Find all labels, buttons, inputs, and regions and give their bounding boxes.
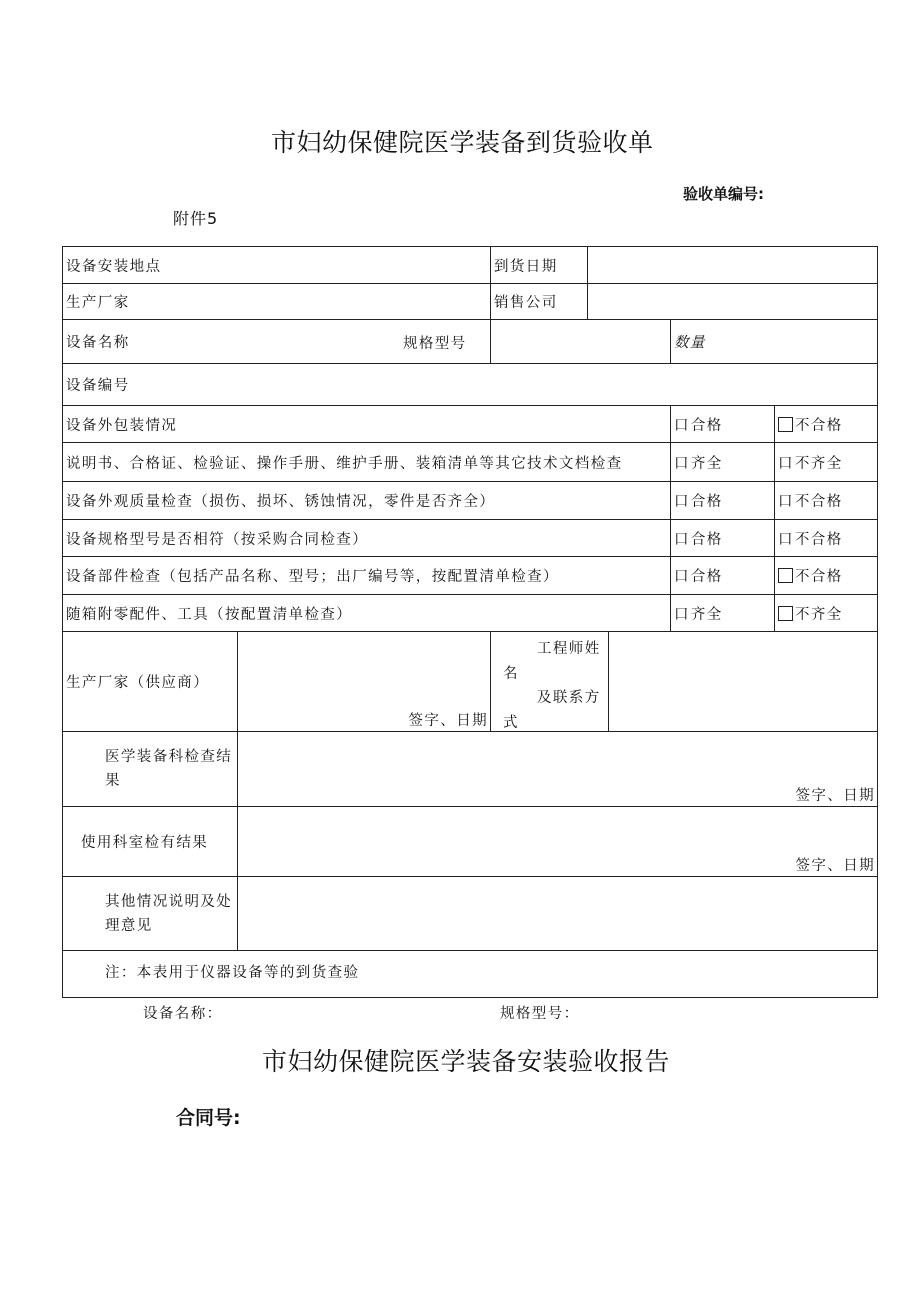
contract-number-label: 合同号: [176,1107,241,1129]
user-dept-result[interactable] [238,807,878,877]
check-option-pass[interactable]: 口合格 [671,557,775,595]
other-notes-value[interactable] [238,877,878,951]
footer-spec-model-label: 规格型号： [500,1006,580,1022]
checkbox-icon[interactable]: 口 [674,531,690,548]
check-option-pass[interactable]: 口合格 [671,520,775,557]
check-label: 设备外观质量检查（损伤、损坏、锈蚀情况，零件是否齐全） [63,482,671,520]
receipt-number-label: 验收单编号: [683,185,764,203]
sign-date-label: 签字、日期 [795,788,875,804]
check-option-pass[interactable]: 口合格 [671,406,775,443]
checkbox-icon[interactable]: 口 [778,531,794,548]
check-label: 随箱附零配件、工具（按配置清单检查） [63,595,671,632]
table-row [63,732,878,807]
engineer-contact-value[interactable] [609,632,878,732]
check-option-pass[interactable]: 口齐全 [671,595,775,632]
checkbox-icon[interactable]: 口 [778,455,794,472]
table-row [63,877,878,951]
checkbox-icon[interactable] [778,417,793,432]
sales-company-label: 销售公司 [491,284,588,320]
user-dept-label: 使用科室检有结果 [63,807,238,877]
supplier-row [63,632,878,732]
check-option-fail[interactable]: 口不齐全 [775,443,878,482]
table-row [63,951,878,998]
engineer-contact-label-cell: 工程师姓 名 及联系方 式 [491,632,609,732]
spec-model-value[interactable] [491,320,671,364]
check-option-fail[interactable]: 口不合格 [775,482,878,520]
check-row [63,406,878,443]
checkbox-icon[interactable]: 口 [674,569,690,585]
device-number-label: 设备编号 [63,364,878,406]
quantity-label: 数量 [671,320,878,364]
device-name-label: 设备名称 [66,335,130,351]
table-row [63,284,878,320]
checkbox-icon[interactable] [778,606,793,621]
check-option-fail[interactable]: 不齐全 [775,595,878,632]
check-label: 设备外包装情况 [63,406,671,443]
sign-date-label: 签字、日期 [795,858,875,874]
sales-company-value[interactable] [588,284,878,320]
arrival-date-label: 到货日期 [491,247,588,284]
check-label: 设备部件检查（包括产品名称、型号；出厂编号等，按配置清单检查） [63,557,671,595]
footer-device-name-label: 设备名称： [143,1006,223,1022]
checkbox-icon[interactable]: 口 [674,606,690,623]
supplier-signature-cell[interactable] [238,632,491,732]
arrival-date-value[interactable] [588,247,878,284]
equipment-dept-label: 医学装备科检查结果 [63,732,238,807]
table-row [63,247,878,284]
checkbox-icon[interactable]: 口 [674,417,690,434]
check-option-fail[interactable]: 不合格 [775,557,878,595]
check-option-pass[interactable]: 口齐全 [671,443,775,482]
table-row [63,364,878,406]
table-row [63,320,878,364]
report-title: 市妇幼保健院医学装备安装验收报告 [262,1047,671,1076]
checkbox-icon[interactable]: 口 [674,494,690,510]
check-row [63,557,878,595]
check-row [63,520,878,557]
other-notes-label: 其他情况说明及处理意见 [63,877,238,951]
sign-date-label: 签字、日期 [408,713,488,729]
device-name-cell [63,320,491,364]
supplier-label: 生产厂家（供应商） [63,632,238,732]
check-row [63,595,878,632]
table-row [63,807,878,877]
check-option-fail[interactable]: 口不合格 [775,520,878,557]
checkbox-icon[interactable]: 口 [778,494,794,510]
checkbox-icon[interactable] [778,568,793,583]
page-title: 市妇幼保健院医学装备到货验收单 [271,128,654,157]
check-label: 设备规格型号是否相符（按采购合同检查） [63,520,671,557]
check-row [63,482,878,520]
equipment-dept-result[interactable] [238,732,878,807]
acceptance-form-table [62,246,878,998]
spec-model-label: 规格型号 [403,336,467,352]
manufacturer-label: 生产厂家 [63,284,491,320]
table-note: 注：本表用于仪器设备等的到货查验 [63,951,878,998]
check-row [63,443,878,482]
check-option-fail[interactable]: 不合格 [775,406,878,443]
check-option-pass[interactable]: 口合格 [671,482,775,520]
checkbox-icon[interactable]: 口 [674,455,690,472]
attachment-label: 附件5 [173,209,219,228]
install-location-label: 设备安装地点 [63,247,491,284]
check-label: 说明书、合格证、检验证、操作手册、维护手册、装箱清单等其它技术文档检查 [63,443,671,482]
